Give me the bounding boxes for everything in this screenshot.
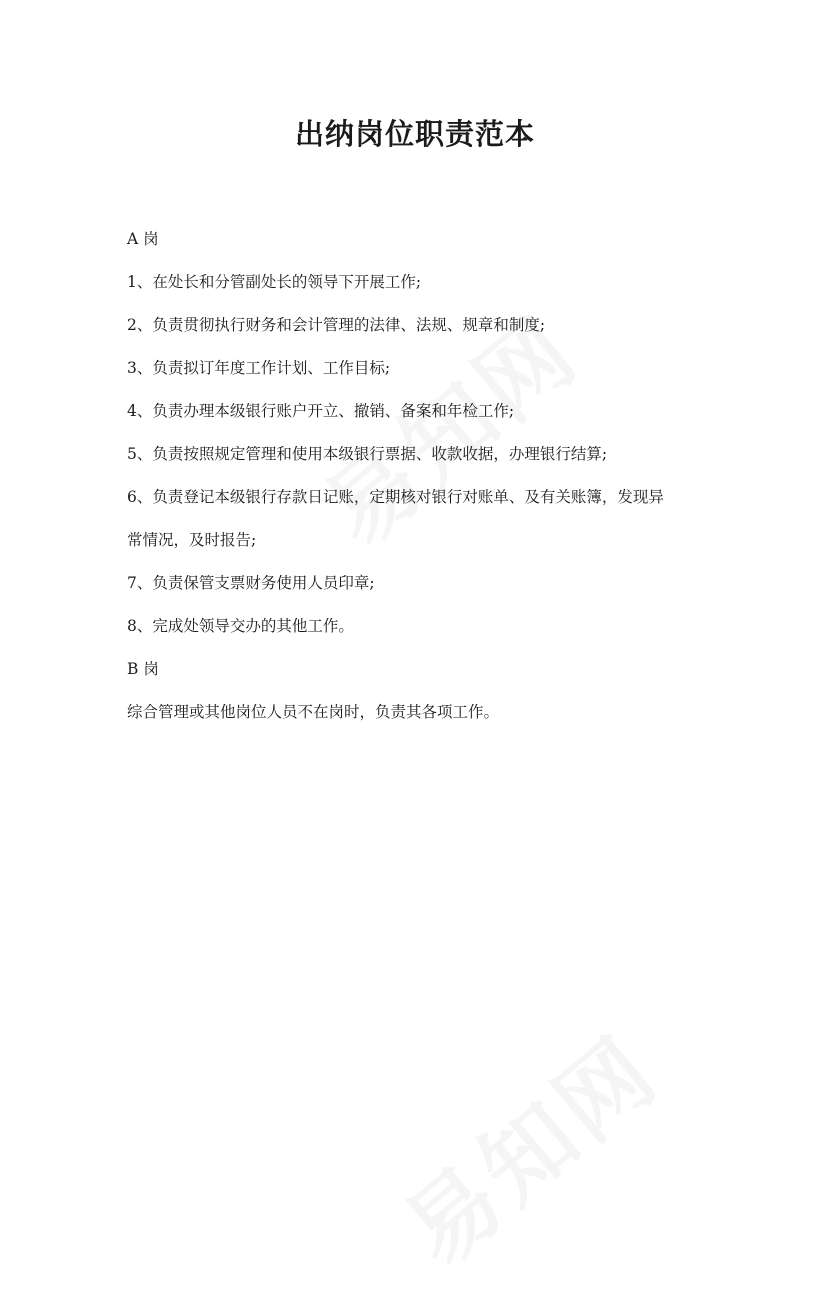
document-title: 出纳岗位职责范本 bbox=[294, 117, 535, 151]
duty-item-4: 4、负责办理本级银行账户开立、撤销、备案和年检工作; bbox=[127, 402, 515, 420]
document-body bbox=[127, 218, 717, 734]
duty-item-8: 8、完成处领导交办的其他工作。 bbox=[127, 617, 354, 635]
duty-item-2: 2、负责贯彻执行财务和会计管理的法律、法规、规章和制度; bbox=[127, 316, 546, 334]
duty-b-description: 综合管理或其他岗位人员不在岗时，负责其各项工作。 bbox=[127, 703, 500, 721]
duty-item-6-continued: 常情况，及时报告; bbox=[127, 531, 257, 549]
watermark bbox=[372, 1001, 682, 1291]
duty-item-7: 7、负责保管支票财务使用人员印章; bbox=[127, 574, 375, 592]
section-heading-a: A 岗 bbox=[127, 230, 159, 248]
duty-item-1: 1、在处长和分管副处长的领导下开展工作; bbox=[127, 273, 422, 291]
duty-item-3: 3、负责拟订年度工作计划、工作目标; bbox=[127, 359, 391, 377]
section-heading-b: B 岗 bbox=[127, 660, 159, 678]
duty-item-6: 6、负责登记本级银行存款日记账，定期核对银行对账单、及有关账簿，发现异 bbox=[127, 488, 664, 506]
duty-item-5: 5、负责按照规定管理和使用本级银行票据、收款收据，办理银行结算; bbox=[127, 445, 608, 463]
